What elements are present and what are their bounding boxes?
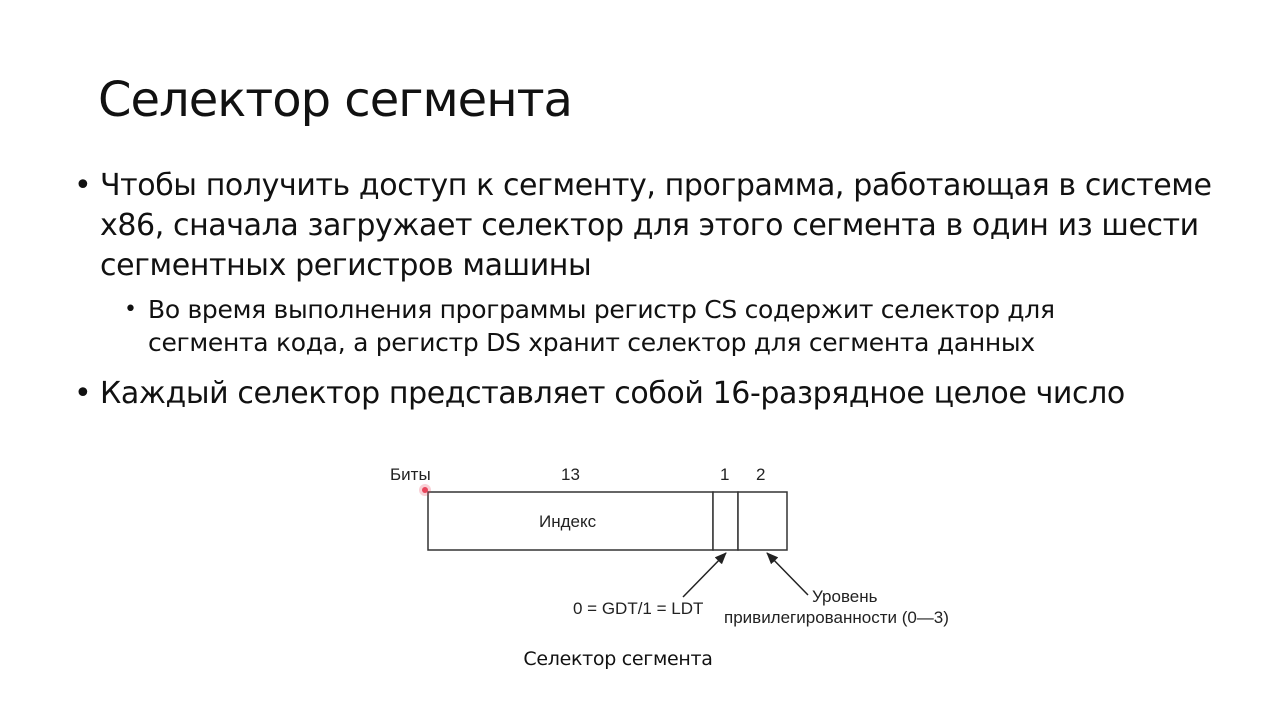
annotation-table-indicator: 0 = GDT/1 = LDT bbox=[573, 599, 704, 618]
field-box-rpl bbox=[738, 492, 787, 550]
arrow-table-indicator bbox=[683, 553, 726, 597]
bullet-dot: • bbox=[74, 376, 92, 411]
field-bits-ti: 1 bbox=[720, 465, 730, 484]
field-box-ti bbox=[713, 492, 738, 550]
bullet-text: Чтобы получить доступ к сегменту, программа, работающая в системе x86, сначала загружает селектор для этого сегмента в один из шести сегментных регистров машины bbox=[100, 168, 1212, 283]
annotation-privilege-line2: привилегированности (0—3) bbox=[724, 608, 949, 627]
bullet-dot: • bbox=[124, 297, 137, 322]
annotation-privilege-line1: Уровень bbox=[812, 587, 878, 606]
field-name-index: Индекс bbox=[539, 512, 597, 531]
bullet-text: Каждый селектор представляет собой 16-разрядное целое число bbox=[100, 376, 1125, 411]
field-bits-index: 13 bbox=[561, 465, 580, 484]
bits-label: Биты bbox=[390, 465, 431, 484]
field-bits-rpl: 2 bbox=[756, 465, 766, 484]
slide-title: Селектор сегмента bbox=[98, 72, 572, 128]
sub-bullet-text: Во время выполнения программы регистр CS содержит селектор для сегмента кода, а регистр DS хранит селектор для сегмента данных bbox=[148, 295, 1055, 357]
cursor-marker-dot bbox=[422, 487, 428, 493]
arrow-privilege-level bbox=[767, 553, 808, 595]
bullet-dot: • bbox=[74, 168, 92, 203]
figure-caption: Селектор сегмента bbox=[523, 648, 713, 670]
